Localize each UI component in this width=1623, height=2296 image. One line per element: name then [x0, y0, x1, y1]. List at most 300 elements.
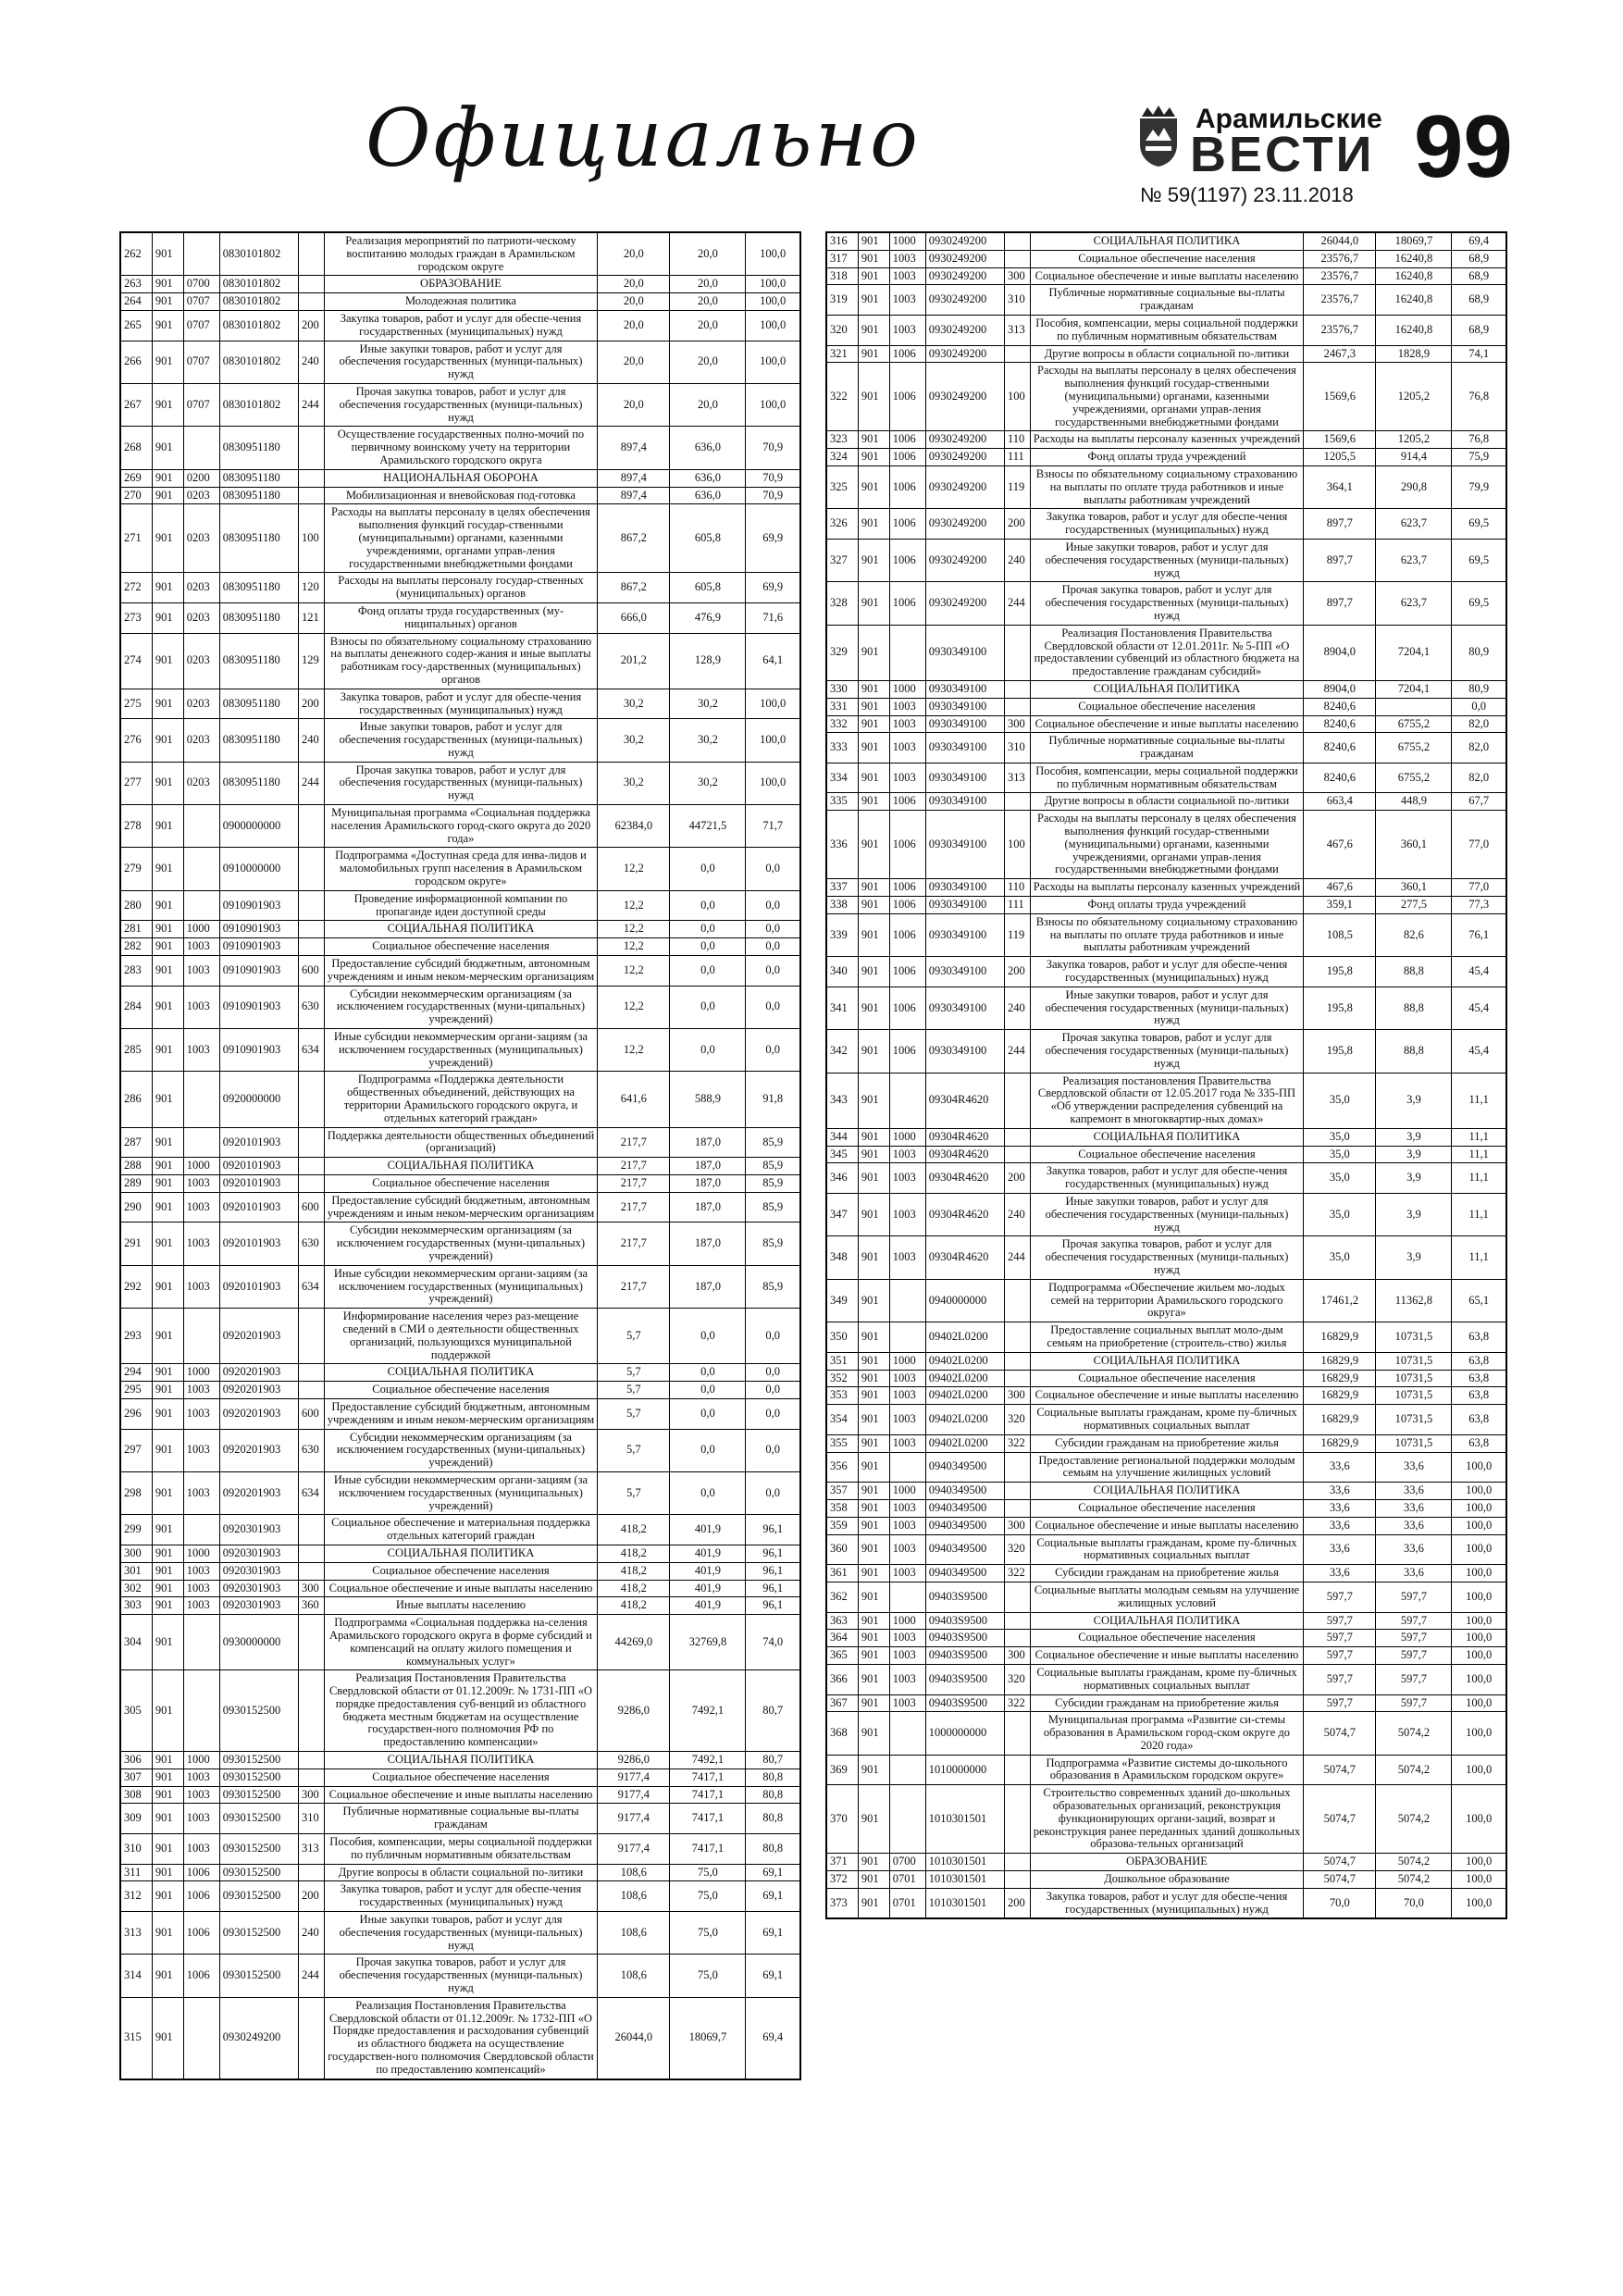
percent-value: 85,9 — [746, 1127, 800, 1158]
row-description: Взносы по обязательному социальному страхованию на выплаты по оплате труда работников и иные выплаты работникам учреждений — [1030, 913, 1304, 956]
expense-type — [1004, 345, 1030, 363]
expense-type — [1004, 1146, 1030, 1163]
target-code: 09304R4620 — [925, 1146, 1004, 1163]
actual-value: 30,2 — [670, 762, 746, 804]
row-description: Закупка товаров, работ и услуг для обеспе-чения государственных (муниципальных) нужд — [1030, 1888, 1304, 1918]
section-code: 0700 — [183, 276, 219, 293]
row-description: Публичные нормативные социальные вы-платы гражданам — [1030, 285, 1304, 316]
grbs-code: 901 — [858, 897, 889, 914]
table-row — [827, 363, 1506, 431]
target-code: 0830951180 — [219, 573, 298, 603]
row-description: Социальное обеспечение населения — [324, 1175, 598, 1193]
actual-value: 33,6 — [1376, 1534, 1452, 1565]
section-code: 1006 — [183, 1881, 219, 1912]
row-description: СОЦИАЛЬНАЯ ПОЛИТИКА — [324, 1364, 598, 1382]
percent-value: 0,0 — [746, 1429, 800, 1471]
row-description: Прочая закупка товаров, работ и услуг для обеспечения государственных (муници-пальных) нужд — [1030, 582, 1304, 625]
table-row — [827, 1030, 1506, 1073]
section-code: 1003 — [183, 956, 219, 987]
target-code: 0930152500 — [219, 1912, 298, 1955]
row-description: Социальное обеспечение населения — [324, 1562, 598, 1580]
expense-type — [298, 233, 324, 276]
percent-value: 69,1 — [746, 1912, 800, 1955]
plan-value: 30,2 — [598, 762, 670, 804]
percent-value: 63,8 — [1452, 1405, 1506, 1435]
row-description: Субсидии гражданам на приобретение жилья — [1030, 1434, 1304, 1452]
expense-type — [298, 1158, 324, 1175]
table-row — [827, 1128, 1506, 1146]
actual-value: 187,0 — [670, 1192, 746, 1222]
percent-value: 0,0 — [1452, 698, 1506, 715]
actual-value: 6755,2 — [1376, 733, 1452, 763]
plan-value: 108,5 — [1304, 913, 1376, 956]
plan-value: 26044,0 — [1304, 233, 1376, 251]
table-row — [827, 1630, 1506, 1647]
row-number: 326 — [827, 509, 859, 540]
actual-value: 128,9 — [670, 633, 746, 689]
target-code: 0920301903 — [219, 1580, 298, 1597]
grbs-code: 901 — [152, 1382, 183, 1399]
percent-value: 11,1 — [1452, 1146, 1506, 1163]
target-code: 0940349500 — [925, 1565, 1004, 1582]
expense-type — [1004, 1785, 1030, 1854]
percent-value: 71,7 — [746, 805, 800, 848]
table-row — [121, 1769, 800, 1786]
row-description: Расходы на выплаты персоналу казенных учреждений — [1030, 431, 1304, 449]
plan-value: 35,0 — [1304, 1194, 1376, 1236]
expense-type — [1004, 1612, 1030, 1630]
actual-value: 20,0 — [670, 310, 746, 341]
table-row — [827, 582, 1506, 625]
grbs-code: 901 — [152, 1222, 183, 1265]
expense-type — [1004, 1322, 1030, 1353]
target-code: 0940349500 — [925, 1483, 1004, 1500]
section-code: 1003 — [183, 1029, 219, 1072]
table-row — [827, 625, 1506, 680]
grbs-code: 901 — [152, 1881, 183, 1912]
actual-value: 401,9 — [670, 1515, 746, 1545]
percent-value: 82,0 — [1452, 763, 1506, 793]
row-description: Закупка товаров, работ и услуг для обеспе-чения государственных (муниципальных) нужд — [324, 310, 598, 341]
table-row — [121, 1804, 800, 1834]
actual-value: 0,0 — [670, 986, 746, 1028]
plan-value: 108,6 — [598, 1912, 670, 1955]
section-code: 1003 — [889, 1647, 925, 1665]
percent-value: 75,9 — [1452, 449, 1506, 466]
actual-value: 0,0 — [670, 956, 746, 987]
target-code: 0830101802 — [219, 341, 298, 383]
table-row — [121, 1864, 800, 1881]
row-description: Субсидии некоммерческим организациям (за исключением государственных (муни-ципальных) учреждений) — [324, 1222, 598, 1265]
expense-type: 313 — [1004, 315, 1030, 345]
table-row — [827, 715, 1506, 733]
expense-type: 600 — [298, 956, 324, 987]
row-description: Иные выплаты населению — [324, 1597, 598, 1615]
row-description: Иные закупки товаров, работ и услуг для обеспечения государственных (муници-пальных) нужд — [324, 341, 598, 383]
section-code: 1003 — [889, 1664, 925, 1694]
actual-value: 187,0 — [670, 1175, 746, 1193]
plan-value: 20,0 — [598, 276, 670, 293]
actual-value: 75,0 — [670, 1864, 746, 1881]
table-row — [121, 341, 800, 383]
plan-value: 30,2 — [598, 689, 670, 719]
row-number: 337 — [827, 879, 859, 897]
actual-value: 33,6 — [1376, 1565, 1452, 1582]
percent-value: 69,5 — [1452, 582, 1506, 625]
plan-value: 16829,9 — [1304, 1387, 1376, 1405]
table-row — [827, 233, 1506, 251]
expense-type — [298, 276, 324, 293]
table-row — [121, 1545, 800, 1562]
target-code: 09304R4620 — [925, 1128, 1004, 1146]
plan-value: 9177,4 — [598, 1834, 670, 1865]
row-number: 350 — [827, 1322, 859, 1353]
grbs-code: 901 — [858, 1534, 889, 1565]
expense-type — [298, 1545, 324, 1562]
percent-value: 63,8 — [1452, 1434, 1506, 1452]
expense-type: 322 — [1004, 1434, 1030, 1452]
row-number: 329 — [827, 625, 859, 680]
actual-value: 20,0 — [670, 341, 746, 383]
section-code: 0203 — [183, 633, 219, 689]
percent-value: 11,1 — [1452, 1163, 1506, 1194]
row-description: Социальное обеспечение и иные выплаты населению — [1030, 1647, 1304, 1665]
expense-type — [298, 1127, 324, 1158]
plan-value: 641,6 — [598, 1072, 670, 1127]
row-number: 297 — [121, 1429, 153, 1471]
grbs-code: 901 — [858, 539, 889, 581]
plan-value: 70,0 — [1304, 1888, 1376, 1918]
percent-value: 80,8 — [746, 1804, 800, 1834]
plan-value: 5,7 — [598, 1398, 670, 1429]
grbs-code: 901 — [152, 383, 183, 426]
section-code — [889, 1322, 925, 1353]
table-row — [827, 733, 1506, 763]
row-number: 263 — [121, 276, 153, 293]
actual-value: 187,0 — [670, 1222, 746, 1265]
target-code: 09403S9500 — [925, 1630, 1004, 1647]
expense-type — [1004, 233, 1030, 251]
section-code: 1003 — [183, 1429, 219, 1471]
plan-value: 33,6 — [1304, 1452, 1376, 1483]
table-row — [121, 1192, 800, 1222]
row-number: 371 — [827, 1854, 859, 1871]
target-code: 0930152500 — [219, 1834, 298, 1865]
expense-type — [1004, 1712, 1030, 1755]
target-code: 0920201903 — [219, 1364, 298, 1382]
percent-value: 91,8 — [746, 1072, 800, 1127]
plan-value: 897,4 — [598, 469, 670, 487]
percent-value: 100,0 — [1452, 1534, 1506, 1565]
table-row — [121, 487, 800, 504]
row-number: 310 — [121, 1834, 153, 1865]
row-number: 280 — [121, 890, 153, 921]
expense-type: 111 — [1004, 449, 1030, 466]
percent-value: 100,0 — [1452, 1499, 1506, 1517]
percent-value: 80,8 — [746, 1769, 800, 1786]
expense-type: 244 — [1004, 1030, 1030, 1073]
row-description: Иные закупки товаров, работ и услуг для обеспечения государственных (муници-пальных) нужд — [1030, 987, 1304, 1029]
table-row — [121, 633, 800, 689]
row-number: 300 — [121, 1545, 153, 1562]
expense-type: 360 — [298, 1597, 324, 1615]
percent-value: 74,1 — [1452, 345, 1506, 363]
expense-type — [298, 487, 324, 504]
plan-value: 1205,5 — [1304, 449, 1376, 466]
section-code: 1003 — [889, 1163, 925, 1194]
target-code: 0930349100 — [925, 698, 1004, 715]
actual-value: 75,0 — [670, 1955, 746, 1997]
row-number: 286 — [121, 1072, 153, 1127]
table-row — [121, 890, 800, 921]
section-code: 0707 — [183, 341, 219, 383]
grbs-code: 901 — [152, 1127, 183, 1158]
row-number: 284 — [121, 986, 153, 1028]
target-code: 0830951180 — [219, 487, 298, 504]
percent-value: 100,0 — [746, 276, 800, 293]
target-code: 0830951180 — [219, 602, 298, 633]
expense-type: 600 — [298, 1192, 324, 1222]
issue-line: № 59(1197) 23.11.2018 — [1140, 183, 1354, 206]
row-description: Пособия, компенсации, меры социальной поддержки по публичным нормативным обязательствам — [1030, 315, 1304, 345]
percent-value: 85,9 — [746, 1175, 800, 1193]
target-code: 0930349100 — [925, 680, 1004, 698]
expense-type — [298, 1072, 324, 1127]
target-code: 0920301903 — [219, 1562, 298, 1580]
percent-value: 85,9 — [746, 1222, 800, 1265]
table-row — [827, 539, 1506, 581]
grbs-code: 901 — [152, 1615, 183, 1670]
expense-type: 244 — [1004, 1236, 1030, 1279]
actual-value: 597,7 — [1376, 1694, 1452, 1712]
section-code — [889, 625, 925, 680]
actual-value: 7417,1 — [670, 1834, 746, 1865]
actual-value: 20,0 — [670, 293, 746, 311]
target-code: 0940000000 — [925, 1279, 1004, 1322]
expense-type: 313 — [298, 1834, 324, 1865]
expense-type — [298, 469, 324, 487]
plan-value: 364,1 — [1304, 465, 1376, 508]
percent-value: 96,1 — [746, 1597, 800, 1615]
percent-value: 63,8 — [1452, 1370, 1506, 1387]
grbs-code: 901 — [152, 689, 183, 719]
table-row — [827, 1888, 1506, 1918]
row-number: 357 — [827, 1483, 859, 1500]
grbs-code: 901 — [858, 1785, 889, 1854]
actual-value: 1205,2 — [1376, 431, 1452, 449]
section-code: 1003 — [183, 1834, 219, 1865]
actual-value: 33,6 — [1376, 1499, 1452, 1517]
table-row — [827, 465, 1506, 508]
expense-type — [1004, 1755, 1030, 1785]
row-description: СОЦИАЛЬНАЯ ПОЛИТИКА — [324, 1752, 598, 1769]
section-code: 1000 — [889, 1352, 925, 1370]
target-code: 0930249200 — [925, 285, 1004, 316]
row-description: Социальное обеспечение и материальная поддержка отдельных категорий граждан — [324, 1515, 598, 1545]
row-number: 369 — [827, 1755, 859, 1785]
percent-value: 69,5 — [1452, 539, 1506, 581]
plan-value: 20,0 — [598, 293, 670, 311]
table-row — [121, 1834, 800, 1865]
row-number: 333 — [827, 733, 859, 763]
table-row — [121, 1562, 800, 1580]
row-number: 274 — [121, 633, 153, 689]
row-description: Информирование населения через раз-мещение сведений в СМИ о деятельности общественных организаций, пользующихся муниципальной поддержкой — [324, 1309, 598, 1364]
actual-value: 476,9 — [670, 602, 746, 633]
plan-value: 12,2 — [598, 890, 670, 921]
percent-value: 77,3 — [1452, 897, 1506, 914]
actual-value: 10731,5 — [1376, 1322, 1452, 1353]
target-code: 0830951180 — [219, 469, 298, 487]
target-code: 09304R4620 — [925, 1163, 1004, 1194]
row-description: Подпрограмма «Социальная поддержка на-селения Арамильского городского округа в форме субсидий и компенсаций на оплату жилого помещения и коммунальных услуг» — [324, 1615, 598, 1670]
section-code: 1003 — [889, 1565, 925, 1582]
plan-value: 217,7 — [598, 1127, 670, 1158]
section-code: 1006 — [889, 897, 925, 914]
plan-value: 108,6 — [598, 1881, 670, 1912]
row-description: Другие вопросы в области социальной по-литики — [324, 1864, 598, 1881]
row-description: Подпрограмма «Доступная среда для инва-лидов и маломобильных групп населения в Арамильском городском округе» — [324, 848, 598, 890]
row-description: Предоставление субсидий бюджетным, автономным учреждениям и иным неком-мерческим организациям — [324, 1192, 598, 1222]
row-description: НАЦИОНАЛЬНАЯ ОБОРОНА — [324, 469, 598, 487]
percent-value: 80,8 — [746, 1834, 800, 1865]
expense-type: 300 — [298, 1786, 324, 1804]
actual-value: 10731,5 — [1376, 1405, 1452, 1435]
percent-value: 0,0 — [746, 890, 800, 921]
percent-value: 100,0 — [1452, 1483, 1506, 1500]
percent-value: 45,4 — [1452, 1030, 1506, 1073]
plan-value: 8240,6 — [1304, 733, 1376, 763]
expense-type: 200 — [1004, 957, 1030, 987]
row-number: 319 — [827, 285, 859, 316]
target-code: 0930249200 — [925, 431, 1004, 449]
row-number: 294 — [121, 1364, 153, 1382]
percent-value: 80,8 — [746, 1786, 800, 1804]
expense-type: 121 — [298, 602, 324, 633]
table-row — [827, 1146, 1506, 1163]
plan-value: 8904,0 — [1304, 625, 1376, 680]
row-description: Расходы на выплаты персоналу в целях обеспечения выполнения функций государ-ственными (муниципальными) органами, казенными учреждениями, органами управ-ления государственными внебюджетными фондами — [1030, 363, 1304, 431]
page-number: 99 — [1414, 97, 1513, 196]
expense-type: 600 — [298, 1398, 324, 1429]
expense-type — [1004, 698, 1030, 715]
section-code: 1003 — [889, 1517, 925, 1534]
row-number: 360 — [827, 1534, 859, 1565]
row-number: 299 — [121, 1515, 153, 1545]
row-description: Муниципальная программа «Социальная поддержка населения Арамильского город-ского округа до 2020 года» — [324, 805, 598, 848]
row-number: 272 — [121, 573, 153, 603]
grbs-code: 901 — [858, 431, 889, 449]
target-code: 0910901903 — [219, 956, 298, 987]
plan-value: 23576,7 — [1304, 315, 1376, 345]
grbs-code: 901 — [152, 487, 183, 504]
expense-type — [298, 1670, 324, 1752]
grbs-code: 901 — [152, 1752, 183, 1769]
plan-value: 35,0 — [1304, 1128, 1376, 1146]
table-row — [121, 504, 800, 573]
row-number: 362 — [827, 1582, 859, 1612]
target-code: 0830951180 — [219, 427, 298, 469]
grbs-code: 901 — [858, 509, 889, 540]
expense-type — [298, 1175, 324, 1193]
target-code: 0930349100 — [925, 793, 1004, 811]
plan-value: 897,7 — [1304, 509, 1376, 540]
grbs-code: 901 — [152, 1580, 183, 1597]
target-code: 0930152500 — [219, 1752, 298, 1769]
table-row — [121, 1029, 800, 1072]
grbs-code: 901 — [152, 719, 183, 762]
plan-value: 597,7 — [1304, 1647, 1376, 1665]
plan-value: 12,2 — [598, 986, 670, 1028]
expense-type: 120 — [298, 573, 324, 603]
row-number: 307 — [121, 1769, 153, 1786]
row-number: 327 — [827, 539, 859, 581]
plan-value: 33,6 — [1304, 1534, 1376, 1565]
row-description: Предоставление региональной поддержки молодым семьям на улучшение жилищных условий — [1030, 1452, 1304, 1483]
actual-value: 6755,2 — [1376, 715, 1452, 733]
section-code: 1000 — [183, 1752, 219, 1769]
grbs-code: 901 — [152, 1769, 183, 1786]
row-number: 324 — [827, 449, 859, 466]
row-description: СОЦИАЛЬНАЯ ПОЛИТИКА — [324, 1545, 598, 1562]
grbs-code: 901 — [152, 276, 183, 293]
row-number: 262 — [121, 233, 153, 276]
row-number: 289 — [121, 1175, 153, 1193]
section-code: 1006 — [889, 913, 925, 956]
grbs-code: 901 — [152, 233, 183, 276]
percent-value: 77,0 — [1452, 879, 1506, 897]
actual-value: 187,0 — [670, 1265, 746, 1308]
plan-value: 9177,4 — [598, 1804, 670, 1834]
table-row — [121, 276, 800, 293]
plan-value: 418,2 — [598, 1562, 670, 1580]
row-number: 301 — [121, 1562, 153, 1580]
percent-value: 100,0 — [1452, 1785, 1506, 1854]
section-code: 1000 — [889, 233, 925, 251]
expense-type — [1004, 1128, 1030, 1146]
row-description: Расходы на выплаты персоналу государ-ственных (муниципальных) органов — [324, 573, 598, 603]
target-code: 0920101903 — [219, 1127, 298, 1158]
plan-value: 30,2 — [598, 719, 670, 762]
row-description: Молодежная политика — [324, 293, 598, 311]
target-code: 0940349500 — [925, 1452, 1004, 1483]
row-number: 302 — [121, 1580, 153, 1597]
row-number: 336 — [827, 811, 859, 879]
target-code: 1010000000 — [925, 1755, 1004, 1785]
row-number: 298 — [121, 1471, 153, 1514]
plan-value: 16829,9 — [1304, 1352, 1376, 1370]
section-code: 1003 — [889, 1499, 925, 1517]
target-code: 0920101903 — [219, 1222, 298, 1265]
table-row — [121, 1398, 800, 1429]
plan-value: 108,6 — [598, 1864, 670, 1881]
grbs-code: 901 — [152, 848, 183, 890]
section-code: 1003 — [183, 1222, 219, 1265]
target-code: 09304R4620 — [925, 1236, 1004, 1279]
plan-value: 5074,7 — [1304, 1712, 1376, 1755]
row-description: Предоставление субсидий бюджетным, автономным учреждениям и иным неком-мерческим организациям — [324, 956, 598, 987]
row-description: Субсидии некоммерческим организациям (за исключением государственных (муни-ципальных) учреждений) — [324, 1429, 598, 1471]
row-description: Муниципальная программа «Развитие си-стемы образования в Арамильском город-ском округе до 2020 года» — [1030, 1712, 1304, 1755]
row-number: 353 — [827, 1387, 859, 1405]
section-code: 0203 — [183, 573, 219, 603]
row-number: 339 — [827, 913, 859, 956]
grbs-code: 901 — [858, 913, 889, 956]
row-number: 368 — [827, 1712, 859, 1755]
actual-value: 75,0 — [670, 1912, 746, 1955]
row-description: ОБРАЗОВАНИЕ — [324, 276, 598, 293]
table-row — [827, 1073, 1506, 1128]
